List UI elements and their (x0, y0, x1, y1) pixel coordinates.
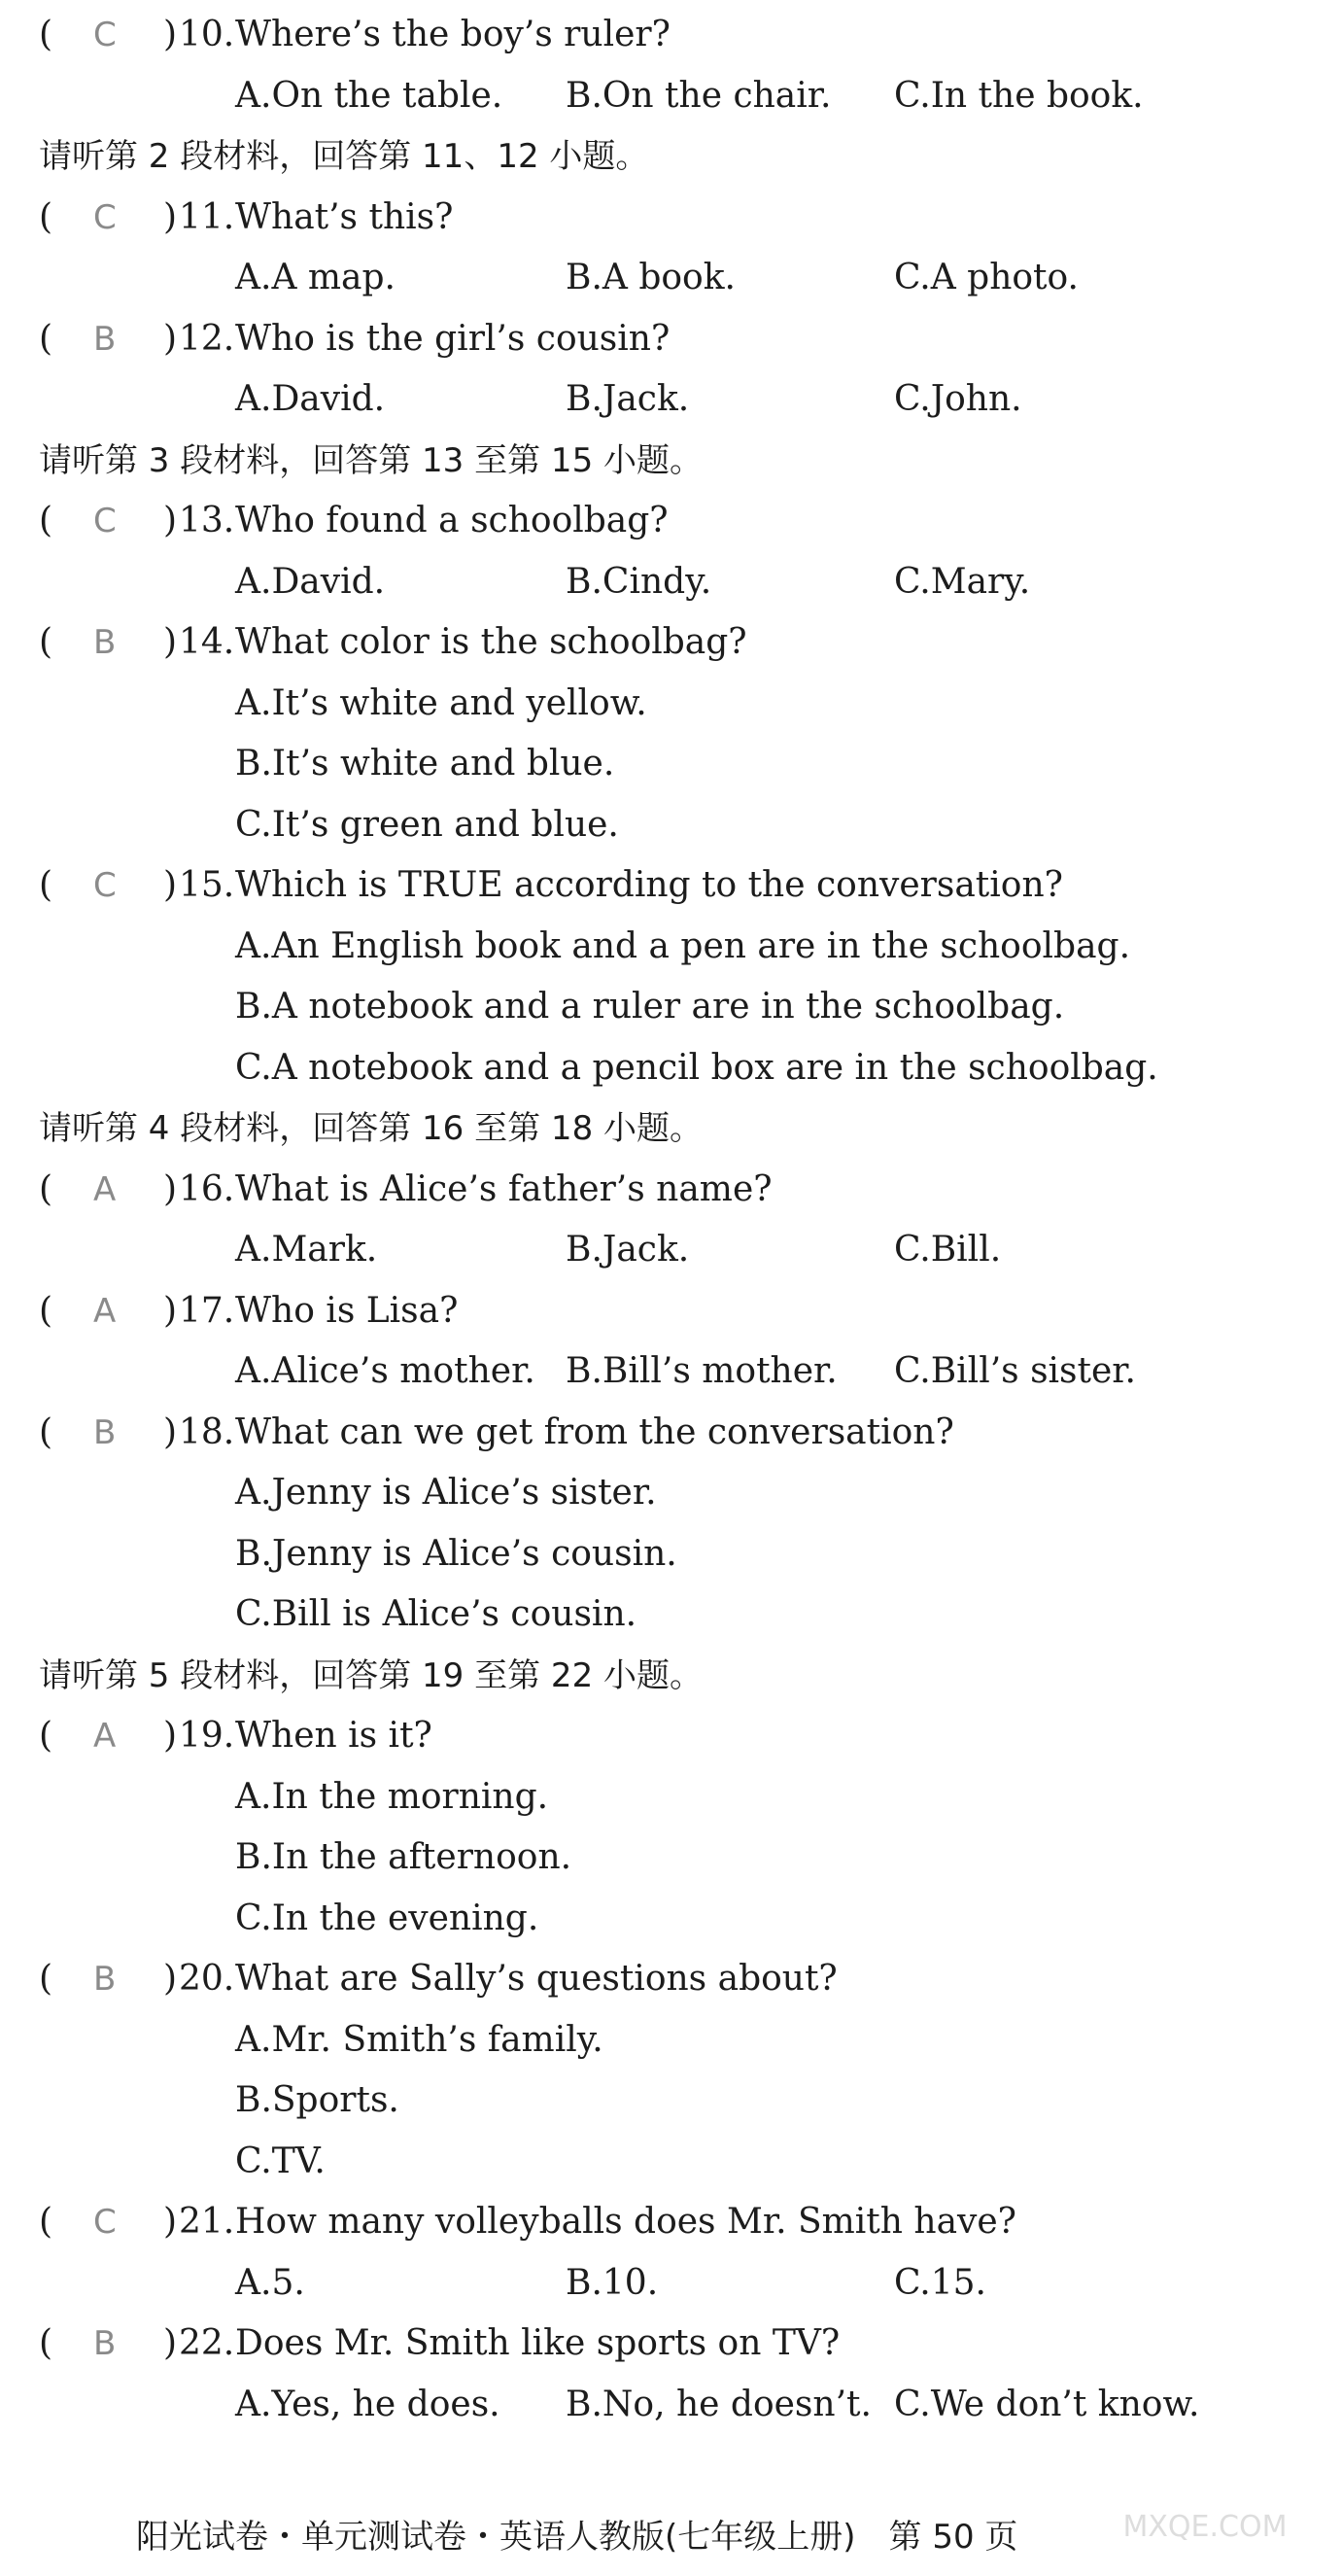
options-row (0, 249, 1342, 307)
question-line (0, 310, 1342, 368)
option-line (0, 735, 1342, 793)
option-line (0, 796, 1342, 854)
section-instruction: 请听第 3 段材料，回答第 13 至第 15 小题。 (39, 440, 704, 480)
option-line (0, 1890, 1342, 1948)
option-b: B.Sports. (235, 2080, 399, 2120)
open-paren: ( (39, 622, 53, 662)
option-line (0, 1585, 1342, 1644)
question-number: 13. (179, 501, 235, 540)
option-a: A.David. (235, 561, 386, 602)
answer-mark: A (93, 1169, 117, 1209)
close-paren: ) (163, 2202, 178, 2242)
option-b: B.In the afternoon. (235, 1837, 572, 1877)
question-number: 22. (179, 2323, 235, 2363)
watermark-logo: MXQE.COM (1122, 2510, 1288, 2544)
option-c: C.We don’t know. (894, 2384, 1200, 2424)
options-row (0, 67, 1342, 125)
close-paren: ) (163, 1716, 178, 1756)
options-row (0, 1221, 1342, 1279)
option-line (0, 1464, 1342, 1522)
option-line (0, 1525, 1342, 1584)
answer-mark: C (93, 197, 117, 237)
option-c: C.A notebook and a pencil box are in the schoolbag. (235, 1047, 1158, 1088)
open-paren: ( (39, 1716, 53, 1756)
answer-mark: C (93, 2203, 117, 2242)
question-line (0, 856, 1342, 915)
answer-mark: B (93, 2324, 117, 2363)
option-line (0, 918, 1342, 976)
options-row (0, 1342, 1342, 1401)
question-line (0, 1282, 1342, 1340)
close-paren: ) (163, 865, 178, 905)
question-text: What color is the schoolbag? (235, 622, 747, 662)
section-instruction: 请听第 4 段材料，回答第 16 至第 18 小题。 (39, 1109, 704, 1148)
question-line (0, 1161, 1342, 1219)
option-c: C.Bill. (894, 1230, 1002, 1270)
open-paren: ( (39, 15, 53, 54)
open-paren: ( (39, 1290, 53, 1331)
option-a: A.Mr. Smith’s family. (235, 2019, 603, 2060)
question-text: How many volleyballs does Mr. Smith have? (235, 2202, 1016, 2242)
option-c: C.Bill’s sister. (894, 1351, 1136, 1391)
option-line (0, 675, 1342, 733)
options-row (0, 2376, 1342, 2434)
answer-mark: B (93, 1960, 117, 1999)
option-a: A.An English book and a pen are in the schoolbag. (235, 925, 1131, 966)
question-line (0, 1404, 1342, 1462)
option-b: B.Jack. (566, 379, 690, 419)
answer-mark: B (93, 1412, 117, 1452)
options-row (0, 370, 1342, 429)
question-text: Does Mr. Smith like sports on TV? (235, 2323, 841, 2363)
close-paren: ) (163, 1411, 178, 1452)
close-paren: ) (163, 501, 178, 540)
question-text: Who found a schoolbag? (235, 501, 669, 540)
question-number: 14. (179, 622, 235, 662)
answer-mark: A (93, 1717, 117, 1756)
open-paren: ( (39, 1411, 53, 1452)
option-b: B.Jenny is Alice’s cousin. (235, 1533, 677, 1574)
answer-mark: B (93, 623, 117, 662)
page-footer: 阳光试卷・单元测试卷・英语人教版(七年级上册) 第 50 页 (136, 2518, 1018, 2557)
question-number: 10. (179, 15, 235, 54)
answer-mark: B (93, 319, 117, 359)
close-paren: ) (163, 1168, 178, 1209)
option-a: A.In the morning. (235, 1776, 549, 1817)
question-text: Which is TRUE according to the conversation? (235, 865, 1063, 905)
question-line (0, 492, 1342, 550)
option-c: C.A photo. (894, 258, 1080, 297)
option-b: B.Cindy. (566, 561, 712, 602)
question-number: 17. (179, 1290, 235, 1331)
question-number: 16. (179, 1168, 235, 1209)
close-paren: ) (163, 15, 178, 54)
option-b: B.A book. (566, 258, 736, 297)
question-number: 15. (179, 865, 235, 905)
close-paren: ) (163, 196, 178, 237)
close-paren: ) (163, 1290, 178, 1331)
open-paren: ( (39, 1959, 53, 1999)
option-c: C.In the evening. (235, 1897, 539, 1938)
option-b: B.Bill’s mother. (566, 1351, 838, 1391)
answer-mark: C (93, 866, 117, 905)
answer-mark: C (93, 502, 117, 540)
options-row (0, 2254, 1342, 2313)
option-a: A.Jenny is Alice’s sister. (235, 1473, 657, 1513)
question-text: Who is the girl’s cousin? (235, 318, 671, 359)
option-a: A.Alice’s mother. (235, 1351, 535, 1391)
option-c: C.In the book. (894, 75, 1144, 116)
question-line (0, 6, 1342, 64)
option-b: B.It’s white and blue. (235, 744, 615, 783)
answer-mark: A (93, 1291, 117, 1331)
question-text: Who is Lisa? (235, 1290, 459, 1331)
option-c: C.15. (894, 2262, 986, 2303)
question-text: What’s this? (235, 196, 454, 237)
question-text: When is it? (235, 1716, 432, 1756)
question-number: 21. (179, 2202, 235, 2242)
open-paren: ( (39, 501, 53, 540)
open-paren: ( (39, 2202, 53, 2242)
question-line (0, 2193, 1342, 2251)
open-paren: ( (39, 1168, 53, 1209)
option-c: C.Mary. (894, 561, 1031, 602)
question-number: 20. (179, 1959, 235, 1999)
option-b: B.On the chair. (566, 75, 832, 116)
option-line (0, 2133, 1342, 2191)
option-c: C.John. (894, 379, 1022, 419)
option-b: B.No, he doesn’t. (566, 2384, 872, 2424)
question-text: What can we get from the conversation? (235, 1411, 954, 1452)
option-line (0, 1828, 1342, 1887)
question-line (0, 1950, 1342, 2008)
open-paren: ( (39, 865, 53, 905)
close-paren: ) (163, 1959, 178, 1999)
option-line (0, 2011, 1342, 2070)
question-text: What are Sally’s questions about? (235, 1959, 838, 1999)
option-line (0, 1039, 1342, 1097)
section-instruction: 请听第 2 段材料，回答第 11、12 小题。 (39, 137, 649, 176)
option-b: B.A notebook and a ruler are in the schoolbag. (235, 987, 1065, 1027)
question-text: Where’s the boy’s ruler? (235, 15, 671, 54)
answer-mark: C (93, 16, 117, 54)
option-line (0, 978, 1342, 1036)
close-paren: ) (163, 318, 178, 359)
option-a: A.A map. (235, 258, 396, 297)
option-b: B.Jack. (566, 1230, 690, 1270)
question-line (0, 1707, 1342, 1765)
question-number: 19. (179, 1716, 235, 1756)
section-instruction: 请听第 5 段材料，回答第 19 至第 22 小题。 (39, 1655, 704, 1695)
close-paren: ) (163, 622, 178, 662)
close-paren: ) (163, 2323, 178, 2363)
question-text: What is Alice’s father’s name? (235, 1168, 773, 1209)
question-number: 18. (179, 1411, 235, 1452)
option-b: B.10. (566, 2262, 659, 2303)
option-a: A.David. (235, 379, 386, 419)
open-paren: ( (39, 2323, 53, 2363)
option-line (0, 1768, 1342, 1827)
option-a: A.On the table. (235, 75, 503, 116)
option-c: C.Bill is Alice’s cousin. (235, 1594, 637, 1634)
question-number: 12. (179, 318, 235, 359)
option-a: A.It’s white and yellow. (235, 682, 647, 723)
option-a: A.Yes, he does. (235, 2384, 500, 2424)
open-paren: ( (39, 196, 53, 237)
question-line (0, 2315, 1342, 2373)
option-c: C.It’s green and blue. (235, 804, 619, 845)
option-c: C.TV. (235, 2141, 326, 2181)
open-paren: ( (39, 318, 53, 359)
option-line (0, 2071, 1342, 2130)
option-a: A.Mark. (235, 1230, 378, 1270)
option-a: A.5. (235, 2262, 305, 2303)
question-line (0, 189, 1342, 247)
options-row (0, 553, 1342, 611)
question-number: 11. (179, 196, 235, 237)
question-line (0, 613, 1342, 672)
